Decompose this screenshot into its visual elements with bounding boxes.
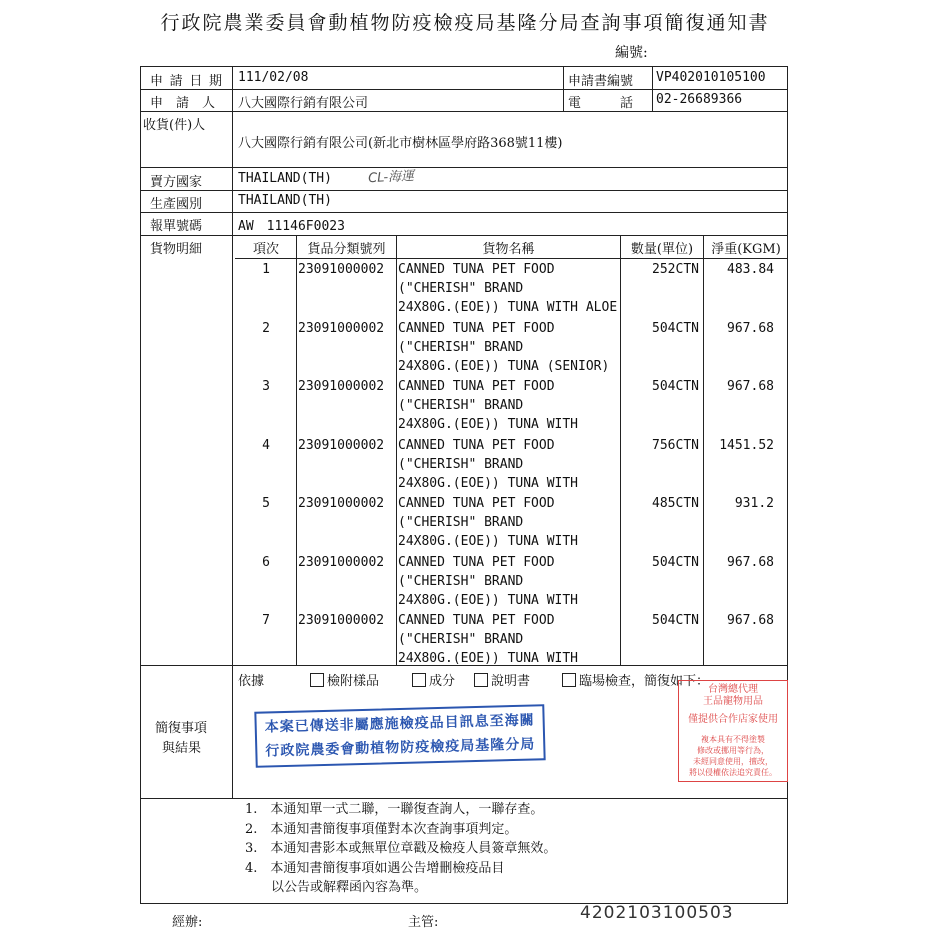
row-divider (140, 190, 788, 191)
goods-item-name-line1: CANNED TUNA PET FOOD (398, 496, 555, 511)
phone-value: 02-26689366 (656, 92, 743, 107)
stamp-line1: 本案已傳送非屬應施檢疫品目訊息至海關 (264, 712, 535, 736)
goods-item-name-line2: ("CHERISH" BRAND (398, 632, 524, 647)
goods-item-weight: 967.68 (727, 554, 774, 570)
option-sample (310, 670, 379, 689)
notes (245, 800, 556, 898)
goods-item-name (398, 377, 624, 434)
reply-label-line1: 簡復事項 (155, 721, 208, 736)
goods-item-no: 5 (262, 496, 270, 511)
goods-item-name (398, 611, 624, 668)
handler-label: 經辦: (172, 915, 203, 930)
goods-item-name-line1: CANNED TUNA PET FOOD (398, 320, 555, 336)
row-divider (140, 798, 788, 799)
goods-item-name-line2: ("CHERISH" BRAND (398, 515, 524, 530)
goods-item-weight: 967.68 (727, 320, 774, 336)
goods-item-name-line3: 24X80G.(EOE)) TUNA WITH (398, 417, 579, 432)
phone-label: 電 話 (568, 96, 634, 111)
goods-item-name-line2: ("CHERISH" BRAND (398, 339, 524, 355)
red-stamp-line2: 王品寵物用品 (703, 696, 763, 707)
column-divider (652, 66, 653, 111)
goods-item-qty: 504CTN (652, 320, 699, 336)
option-manual-label: 說明書 (491, 674, 531, 689)
goods-item-no: 7 (262, 613, 270, 628)
basis-label: 依據 (238, 674, 265, 689)
option-inspection-label: 臨場檢查，簡復如下： (579, 674, 710, 689)
declaration-no-label: 報單號碼 (150, 219, 203, 234)
goods-item-weight: 967.68 (727, 613, 774, 628)
goods-item-name-line3: 24X80G.(EOE)) TUNA WITH (398, 651, 579, 666)
note-1: 1. 本通知單一式二聯，一聯復查詢人，一聯存查。 (245, 802, 544, 817)
goods-item-weight: 1451.52 (719, 437, 774, 453)
row-divider (140, 235, 788, 236)
red-stamp-line3: 僅提供合作店家使用 (688, 714, 778, 725)
goods-item-hs: 23091000002 (298, 437, 385, 453)
applicant-label: 申 請 人 (150, 96, 216, 111)
barcode-number: 4202103100503 (580, 903, 734, 923)
note-5: 以公告或解釋函內容為準。 (245, 880, 428, 895)
red-stamp-line4: 複本具有不得塗製 (701, 735, 765, 744)
red-stamp-line5: 修改或挪用等行為， (697, 746, 769, 755)
goods-item-name-line2: ("CHERISH" BRAND (398, 456, 524, 472)
goods-header-no: 項次 (252, 242, 279, 257)
origin-country-value: THAILAND(TH) (238, 193, 332, 208)
goods-item-hs: 23091000002 (298, 613, 385, 628)
goods-item-name-line3: 24X80G.(EOE)) TUNA WITH (398, 592, 579, 608)
goods-item-name (398, 436, 624, 493)
note-2: 2. 本通知書簡復事項僅對本次查詢事項判定。 (245, 821, 518, 837)
goods-item-no: 4 (262, 437, 270, 453)
stamp-line2: 行政院農委會動植物防疫檢疫局基隆分局 (265, 736, 536, 760)
checkbox-inspection (562, 673, 576, 687)
goods-item-qty: 504CTN (652, 613, 699, 628)
goods-item-weight: 967.68 (727, 379, 774, 394)
seller-country-value: THAILAND(TH) (238, 171, 332, 186)
goods-item-hs: 23091000002 (298, 320, 385, 336)
watermark-stamp (678, 680, 788, 782)
goods-item-no: 6 (262, 554, 270, 570)
red-stamp-line1: 台灣總代理 (708, 684, 758, 695)
goods-item-qty: 756CTN (652, 437, 699, 453)
goods-item-qty: 485CTN (652, 496, 699, 511)
goods-item-name (398, 494, 624, 551)
goods-item-name-line1: CANNED TUNA PET FOOD (398, 379, 555, 394)
goods-header-name: 貨物名稱 (482, 242, 535, 257)
goods-item-name-line1: CANNED TUNA PET FOOD (398, 554, 555, 570)
application-date-value: 111/02/08 (238, 70, 309, 85)
goods-item-no: 2 (262, 320, 270, 336)
option-ingredient-label: 成分 (429, 674, 456, 689)
goods-item-name-line3: 24X80G.(EOE)) TUNA WITH ALOE (398, 300, 618, 315)
seller-country-label: 賣方國家 (150, 175, 203, 190)
goods-item-name-line2: ("CHERISH" BRAND (398, 573, 524, 589)
row-divider (140, 167, 788, 168)
red-stamp-line6: 未經同意使用，擅改， (693, 757, 773, 766)
goods-item-name (398, 319, 624, 376)
checkbox-ingredient (412, 673, 426, 687)
goods-item-qty: 252CTN (652, 262, 699, 277)
note-3: 3. 本通知書影本或無單位章戳及檢疫人員簽章無效。 (245, 841, 557, 856)
goods-item-hs: 23091000002 (298, 554, 385, 570)
goods-header-weight: 淨重(KGM) (711, 242, 781, 257)
goods-item-name-line3: 24X80G.(EOE)) TUNA WITH (398, 534, 579, 549)
goods-item-weight: 483.84 (727, 262, 774, 277)
goods-item-name-line2: ("CHERISH" BRAND (398, 398, 524, 413)
serial-label: 編號: (615, 45, 648, 61)
goods-label: 貨物明細 (150, 242, 203, 257)
goods-item-name-line2: ("CHERISH" BRAND (398, 281, 524, 296)
option-ingredient (412, 670, 455, 689)
customs-stamp (254, 704, 545, 768)
document-title: 行政院農業委員會動植物防疫檢疫局基隆分局查詢事項簡復通知書 (160, 12, 770, 34)
goods-column-divider (396, 235, 397, 665)
row-divider (140, 212, 788, 213)
application-date-label: 申請日期 (150, 74, 222, 89)
goods-item-name-line3: 24X80G.(EOE)) TUNA (SENIOR) (398, 358, 610, 374)
red-stamp-line7: 將以侵權依法追究責任。 (689, 768, 777, 777)
checkbox-manual (474, 673, 488, 687)
declaration-no-value: AW 11146F0023 (238, 219, 345, 234)
goods-item-hs: 23091000002 (298, 379, 385, 394)
goods-item-name-line1: CANNED TUNA PET FOOD (398, 613, 555, 628)
handwritten-note: CL-海運 (367, 168, 415, 187)
goods-item-name-line1: CANNED TUNA PET FOOD (398, 437, 555, 453)
supervisor-label: 主管: (408, 915, 439, 930)
goods-item-no: 3 (262, 379, 270, 394)
goods-header-qty: 數量(單位) (630, 242, 694, 257)
goods-header-divider (235, 258, 788, 259)
reply-label-line2: 與結果 (162, 741, 202, 756)
goods-item-name (398, 260, 624, 317)
option-sample-label: 檢附樣品 (327, 674, 380, 689)
goods-item-hs: 23091000002 (298, 262, 385, 277)
row-divider (140, 111, 788, 112)
label-column-divider (232, 66, 233, 798)
option-manual (474, 670, 530, 689)
origin-country-label: 生產國別 (150, 197, 203, 212)
goods-item-weight: 931.2 (734, 496, 774, 511)
goods-item-no: 1 (262, 262, 270, 277)
goods-item-qty: 504CTN (652, 379, 699, 394)
goods-item-qty: 504CTN (652, 554, 699, 570)
goods-header-hs: 貨品分類號列 (307, 242, 386, 257)
row-divider (140, 89, 788, 90)
application-no-value: VP402010105100 (656, 70, 766, 85)
column-divider (563, 66, 564, 111)
application-no-label: 申請書編號 (568, 74, 634, 89)
goods-item-hs: 23091000002 (298, 496, 385, 511)
applicant-value: 八大國際行銷有限公司 (238, 96, 369, 111)
consignee-label: 收貨(件)人 (143, 118, 206, 133)
goods-item-name-line3: 24X80G.(EOE)) TUNA WITH (398, 475, 579, 491)
goods-item-name-line1: CANNED TUNA PET FOOD (398, 262, 555, 277)
goods-item-name (398, 553, 624, 610)
checkbox-sample (310, 673, 324, 687)
consignee-value: 八大國際行銷有限公司(新北市樹林區學府路368號11樓) (238, 136, 563, 151)
goods-column-divider (296, 235, 297, 665)
note-4: 4. 本通知書簡復事項如遇公告增刪檢疫品目 (245, 860, 505, 876)
